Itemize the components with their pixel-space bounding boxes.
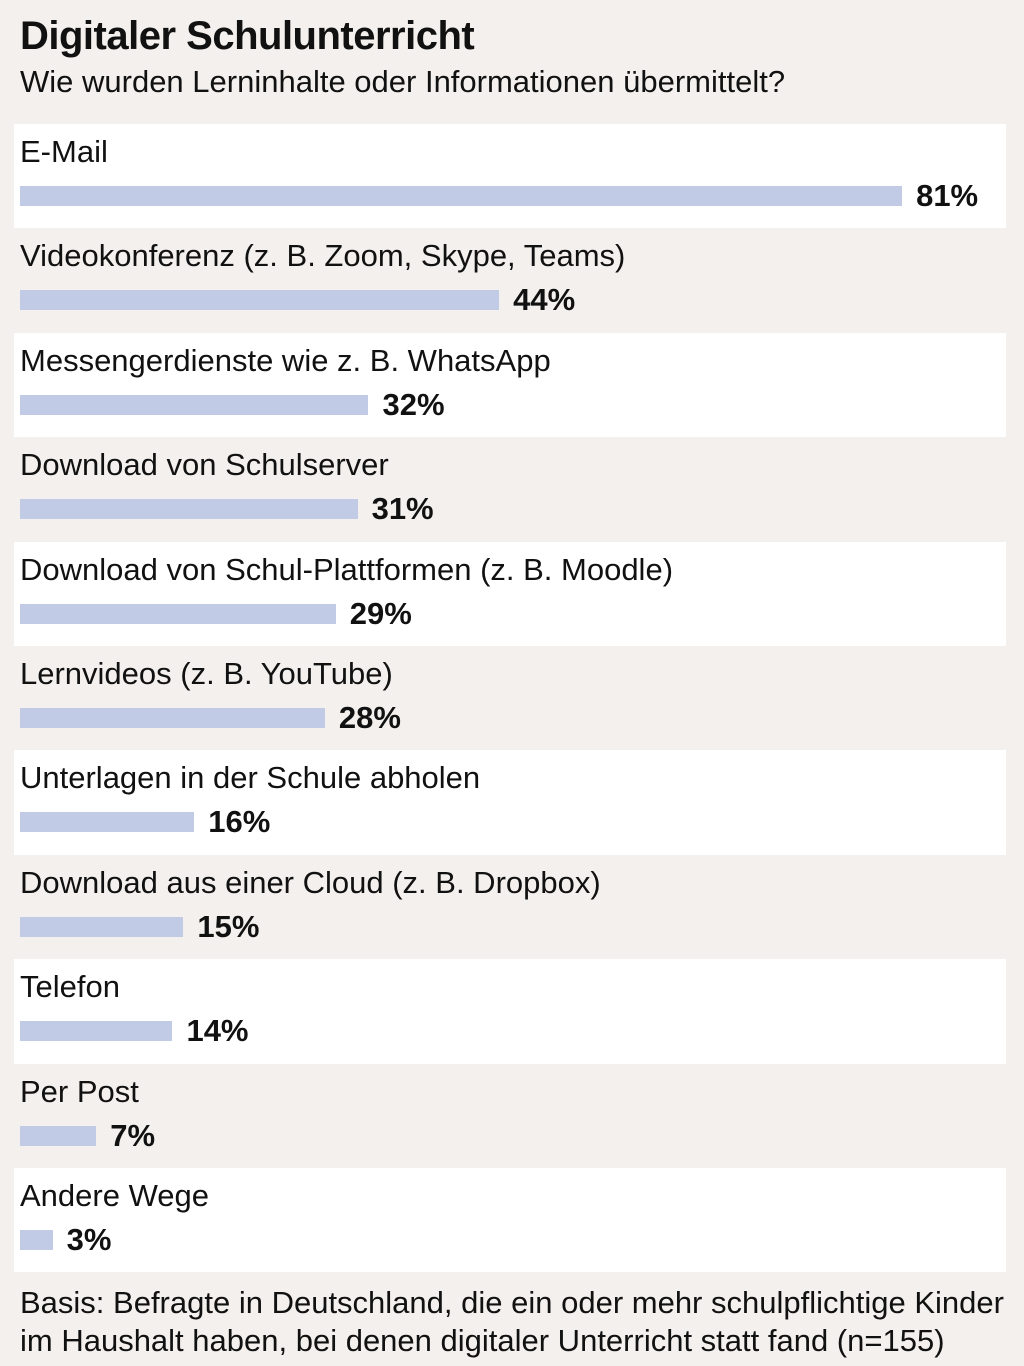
- data-label: 29%: [349, 595, 412, 631]
- bar: [20, 1021, 172, 1041]
- bar: [20, 812, 194, 832]
- bar: [20, 186, 902, 206]
- category-label: Unterlagen in der Schule abholen: [20, 760, 481, 796]
- chart-row: [14, 855, 1006, 959]
- chart-row: [14, 437, 1006, 541]
- category-label: Download aus einer Cloud (z. B. Dropbox): [20, 864, 601, 900]
- category-label: Per Post: [20, 1073, 139, 1109]
- bar: [20, 395, 368, 415]
- chart-row: [14, 750, 1006, 854]
- chart-subtitle: Wie wurden Lerninhalte oder Informationen übermittelt?: [20, 64, 786, 99]
- category-label: Telefon: [20, 969, 120, 1005]
- bar: [20, 499, 358, 519]
- data-label: 3%: [66, 1221, 112, 1257]
- chart-footnote: Basis: Befragte in Deutschland, die ein oder mehr schulpflichtige Kinder im Haushalt haben, bei denen digitaler Unterricht statt fand (n=155): [20, 1285, 1004, 1358]
- category-label: Download von Schul-Plattformen (z. B. Moodle): [20, 551, 674, 587]
- bar-chart: [14, 124, 1006, 1272]
- category-label: Videokonferenz (z. B. Zoom, Skype, Teams): [20, 238, 626, 274]
- category-label: Download von Schulserver: [20, 447, 389, 483]
- data-label: 14%: [186, 1013, 249, 1049]
- data-label: 44%: [513, 282, 576, 318]
- chart-row: [14, 1064, 1006, 1168]
- chart-row: [14, 333, 1006, 437]
- data-label: 32%: [382, 386, 445, 422]
- data-label: 16%: [208, 804, 271, 840]
- chart-row: [14, 542, 1006, 646]
- bar: [20, 604, 336, 624]
- data-label: 15%: [197, 908, 260, 944]
- category-label: Lernvideos (z. B. YouTube): [20, 655, 393, 691]
- category-label: E-Mail: [20, 134, 108, 169]
- bar: [20, 1230, 53, 1250]
- data-label: 31%: [371, 491, 434, 527]
- chart-row: [14, 124, 1006, 228]
- chart-row: [14, 646, 1006, 750]
- bar: [20, 290, 499, 310]
- data-label: 7%: [110, 1117, 156, 1153]
- chart-title: Digitaler Schulunterricht: [20, 14, 475, 58]
- bar: [20, 1126, 96, 1146]
- category-label: Andere Wege: [20, 1177, 209, 1213]
- chart-row: [14, 1168, 1006, 1272]
- chart-row: [14, 228, 1006, 332]
- data-label: 81%: [916, 178, 979, 213]
- bar: [20, 917, 183, 937]
- category-label: Messengerdienste wie z. B. WhatsApp: [20, 342, 551, 378]
- bar: [20, 708, 325, 728]
- data-label: 28%: [338, 699, 401, 735]
- chart-row: [14, 959, 1006, 1063]
